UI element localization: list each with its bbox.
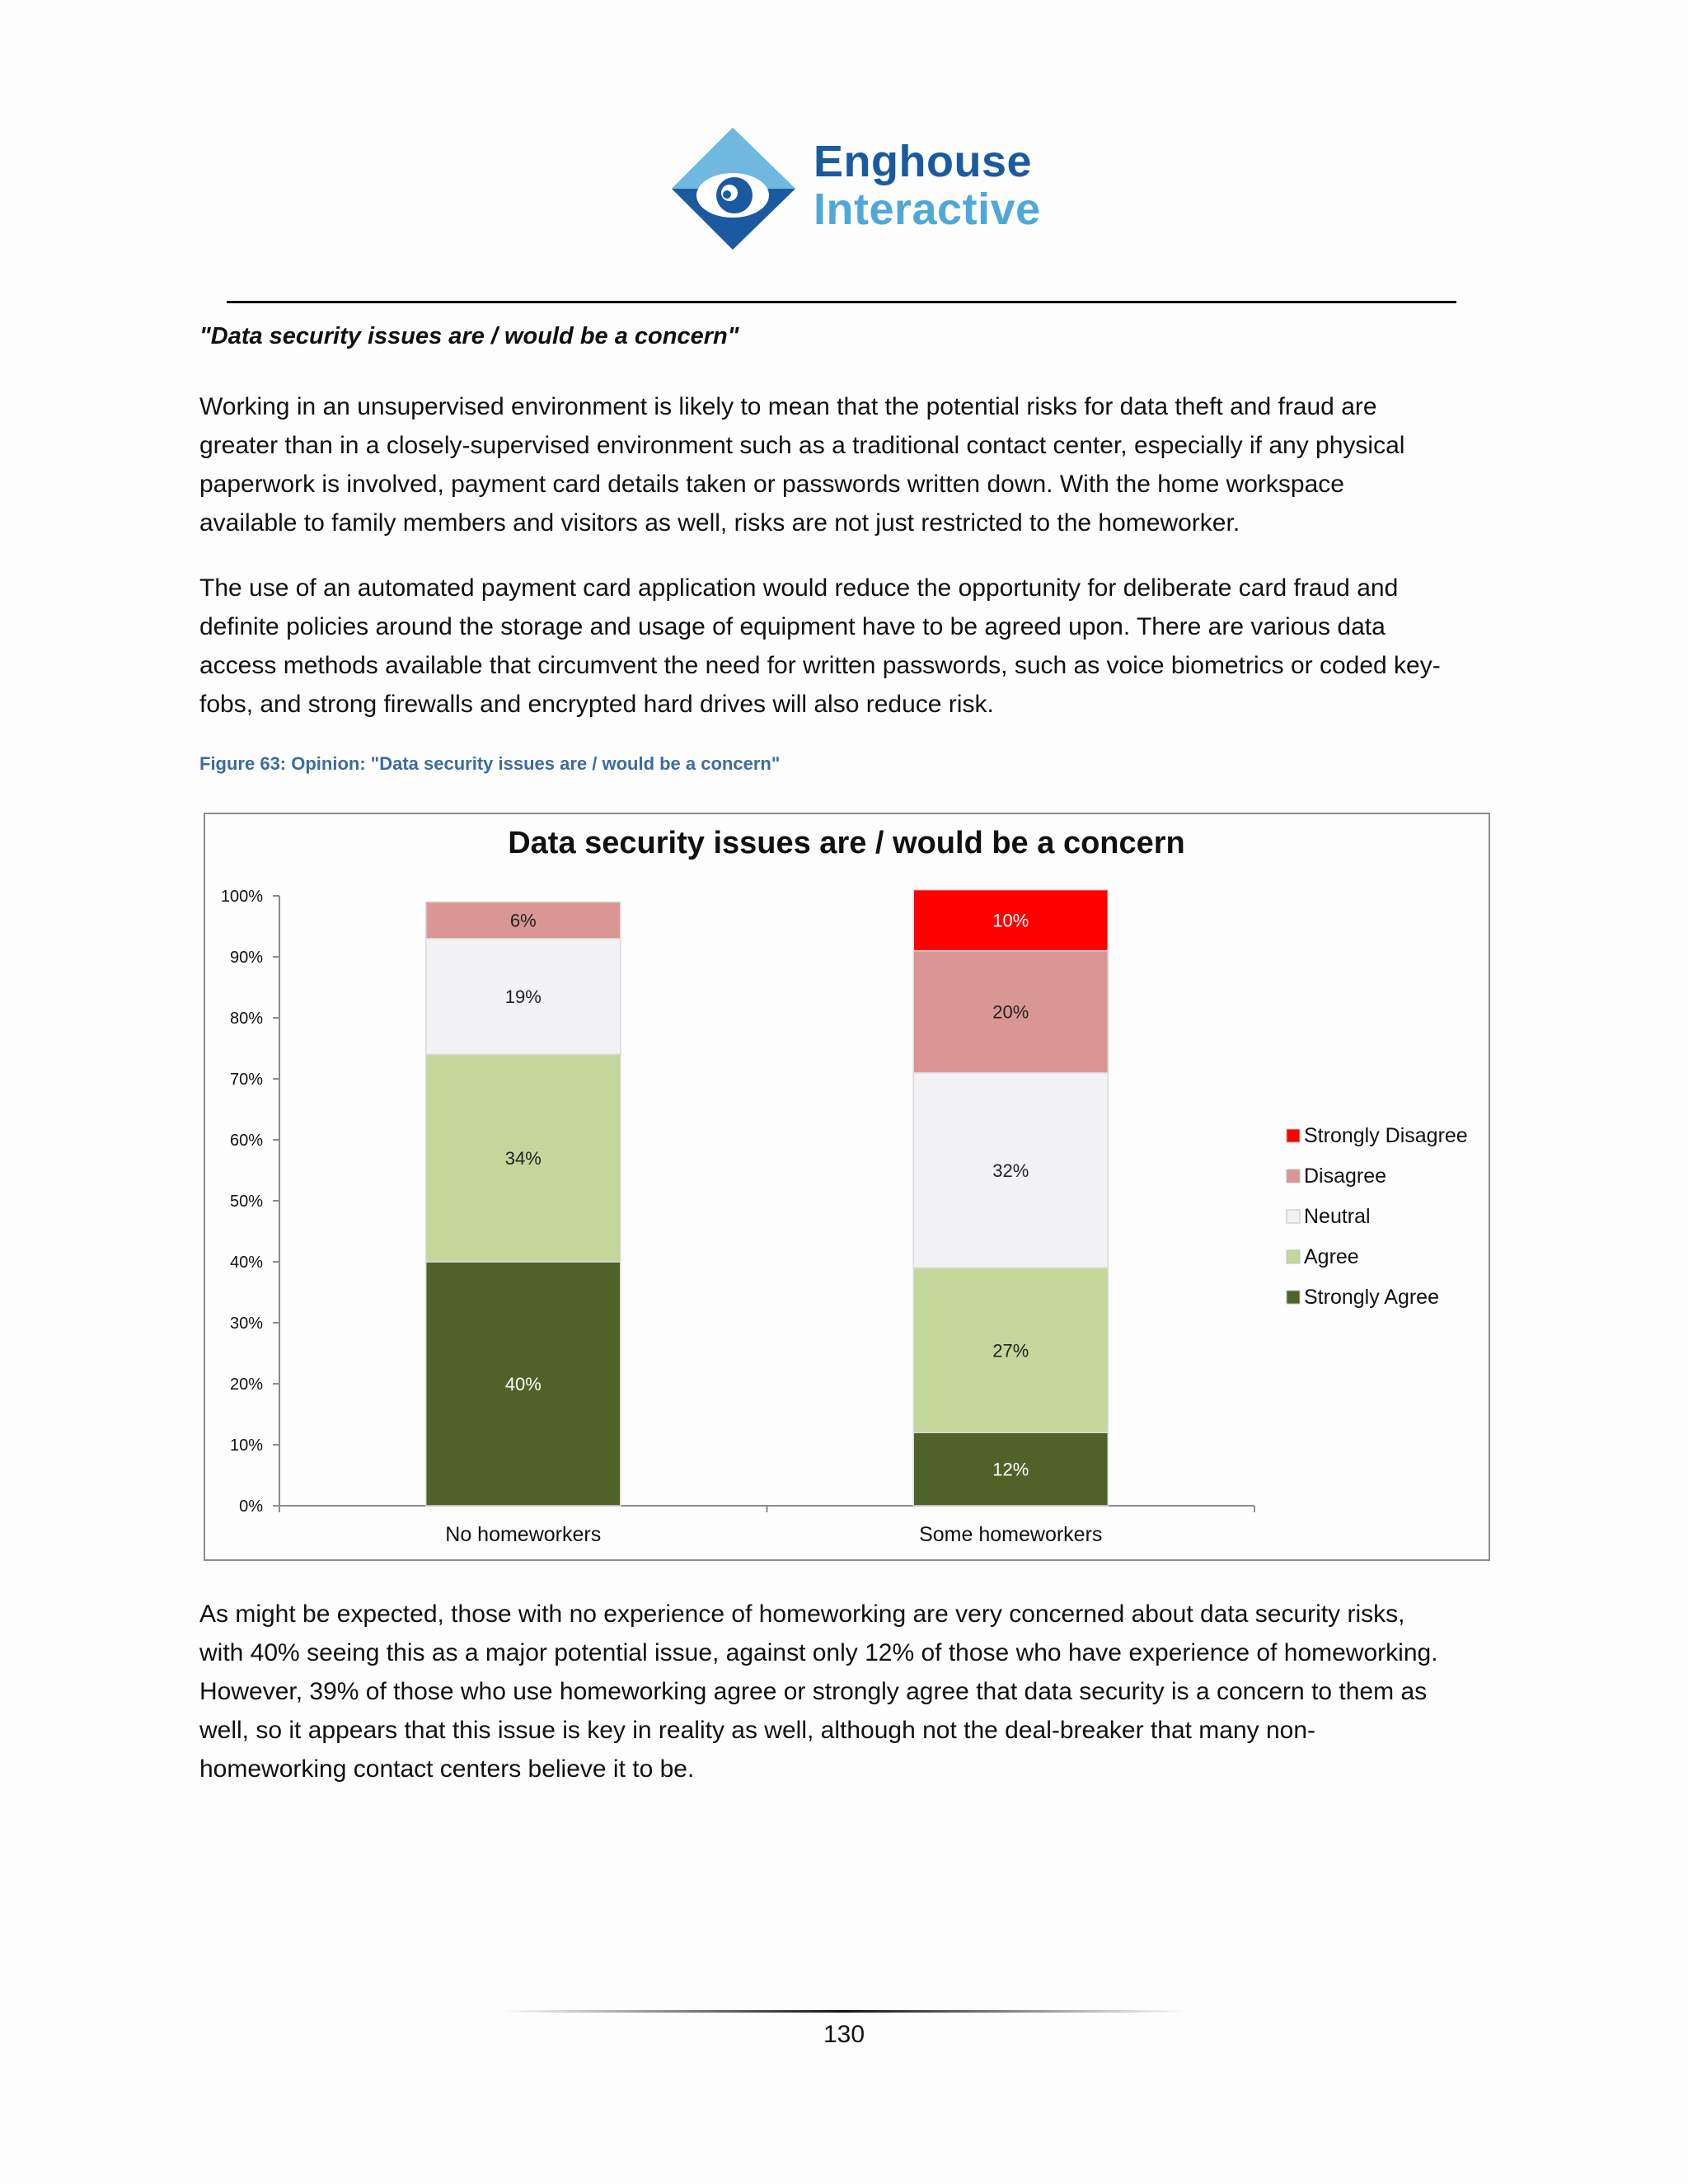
logo-text-interactive: Interactive	[814, 185, 1041, 234]
data-label: 19%	[504, 987, 542, 1008]
legend-swatch	[1287, 1129, 1300, 1142]
paragraph-line: Working in an unsupervised environment is likely to mean that the potential risks for data theft and fraud are	[199, 393, 1377, 420]
y-tick-label: 30%	[229, 1315, 263, 1333]
paragraph-line: access methods available that circumvent the need for written passwords, such as voice biometrics or coded key-	[199, 652, 1441, 679]
y-tick-label: 90%	[229, 949, 263, 967]
chart-canvas	[205, 814, 1489, 1559]
y-tick-label: 70%	[229, 1071, 263, 1089]
legend-swatch	[1287, 1169, 1300, 1183]
paragraph-line: paperwork is involved, payment card details taken or passwords written down. With the home workspace	[199, 471, 1344, 498]
footer-divider	[503, 2009, 1185, 2014]
data-label: 20%	[992, 1001, 1029, 1023]
data-label: 27%	[992, 1340, 1029, 1361]
eye-diamond-logo-icon	[672, 128, 812, 251]
paragraph-line: greater than in a closely-supervised environment such as a traditional contact center, especially if any physical	[199, 432, 1405, 459]
legend-label: Strongly Agree	[1304, 1286, 1439, 1309]
paragraph-line: fobs, and strong firewalls and encrypted hard drives will also reduce risk.	[199, 691, 994, 718]
page-number: 130	[823, 2021, 865, 2048]
y-tick-label: 100%	[220, 888, 263, 906]
paragraph-line: with 40% seeing this as a major potential issue, against only 12% of those who have experience of homeworking.	[199, 1639, 1438, 1666]
data-label: 32%	[992, 1160, 1029, 1181]
paragraph-line: well, so it appears that this issue is key in reality as well, although not the deal-breaker that many non-	[199, 1717, 1316, 1744]
y-tick-label: 20%	[229, 1376, 263, 1394]
chart-title: Data security issues are / would be a concern	[508, 826, 1185, 860]
data-label: 12%	[992, 1459, 1029, 1480]
legend-swatch	[1287, 1291, 1300, 1304]
x-tick-label: Some homeworkers	[919, 1523, 1103, 1546]
y-tick-label: 50%	[229, 1193, 263, 1211]
legend-label: Neutral	[1304, 1205, 1371, 1228]
paragraph-line: available to family members and visitors as well, risks are not just restricted to the homeworker.	[199, 509, 1240, 537]
paragraph-2	[199, 569, 1493, 724]
legend-swatch	[1287, 1210, 1300, 1223]
header-divider	[227, 301, 1456, 303]
legend-label: Strongly Disagree	[1304, 1124, 1468, 1147]
data-label: 10%	[992, 910, 1029, 931]
logo-text-enghouse: Enghouse	[814, 137, 1033, 186]
paragraph-1	[199, 387, 1493, 542]
section-heading: "Data security issues are / would be a concern"	[199, 323, 739, 349]
data-label: 34%	[504, 1148, 542, 1169]
y-tick-label: 0%	[239, 1497, 263, 1516]
y-tick-label: 40%	[229, 1254, 263, 1272]
paragraph-line: The use of an automated payment card application would reduce the opportunity for deliberate card fraud and	[199, 574, 1399, 602]
legend-label: Agree	[1304, 1245, 1359, 1268]
y-tick-label: 60%	[229, 1132, 263, 1150]
stacked-bar-chart	[204, 813, 1490, 1561]
data-label: 6%	[509, 910, 537, 931]
paragraph-line: definite policies around the storage and usage of equipment have to be agreed upon. There are various data	[199, 613, 1386, 640]
figure-caption: Figure 63: Opinion: "Data security issues are / would be a concern"	[199, 753, 781, 774]
y-tick-label: 80%	[229, 1010, 263, 1028]
paragraph-line: homeworking contact centers believe it to be.	[199, 1755, 695, 1783]
paragraph-3	[199, 1595, 1493, 1788]
legend-label: Disagree	[1304, 1165, 1387, 1188]
enghouse-logo	[672, 128, 1041, 251]
legend-swatch	[1287, 1250, 1300, 1263]
paragraph-line: As might be expected, those with no experience of homeworking are very concerned about data security risks,	[199, 1601, 1405, 1628]
paragraph-line: However, 39% of those who use homeworking agree or strongly agree that data security is a concern to them as	[199, 1678, 1428, 1705]
y-tick-label: 10%	[229, 1436, 263, 1455]
data-label: 40%	[504, 1374, 542, 1394]
x-tick-label: No homeworkers	[445, 1523, 602, 1546]
